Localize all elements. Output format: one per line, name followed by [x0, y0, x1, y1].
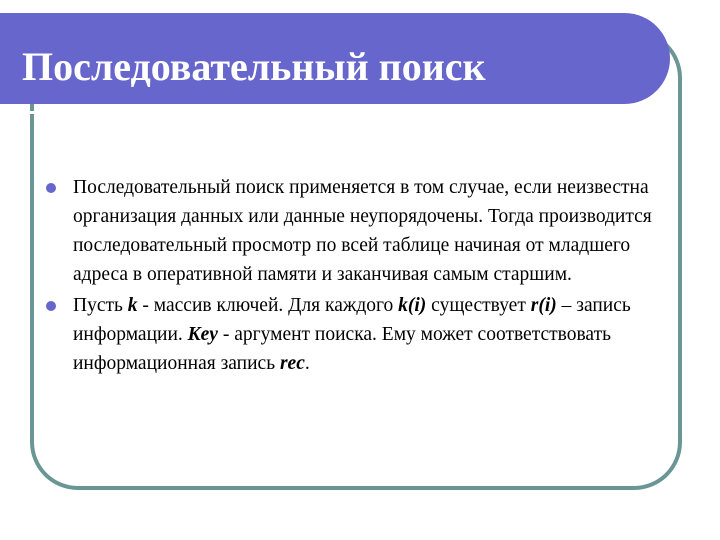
bullet-text-part: существует: [426, 295, 531, 316]
keyword-r-i: r(i): [530, 295, 557, 316]
bullet-dot-icon: [46, 301, 56, 311]
bullet-text-part: – запись информации.: [73, 295, 631, 345]
keyword-key: Key: [187, 324, 218, 345]
keyword-k-i: k(i): [398, 295, 427, 316]
bullet-item: [46, 173, 666, 289]
bullet-dot-icon: [46, 183, 56, 193]
keyword-k: k: [127, 295, 138, 316]
slide-title: Последовательный поиск: [22, 44, 486, 89]
bullet-item: [46, 291, 666, 378]
bullet-text-part: .: [304, 353, 310, 374]
bullet-text-part: - аргумент поиска. Ему может соответствовать информационная запись: [73, 324, 611, 374]
keyword-rec: rec: [279, 353, 305, 374]
bullet-list: [46, 173, 666, 378]
title-underline: [0, 111, 636, 114]
bullet-text-part: Пусть: [73, 295, 128, 316]
bullet-text-part: - массив ключей. Для каждого: [137, 295, 399, 316]
bullet-text: Последовательный поиск применяется в том случае, если неизвестна организация данных или данные неупорядочены. Тогда производится последовательный просмотр по всей таблице начиная от младшего адреса в оперативной памяти и заканчивая самым старшим.: [73, 177, 652, 285]
